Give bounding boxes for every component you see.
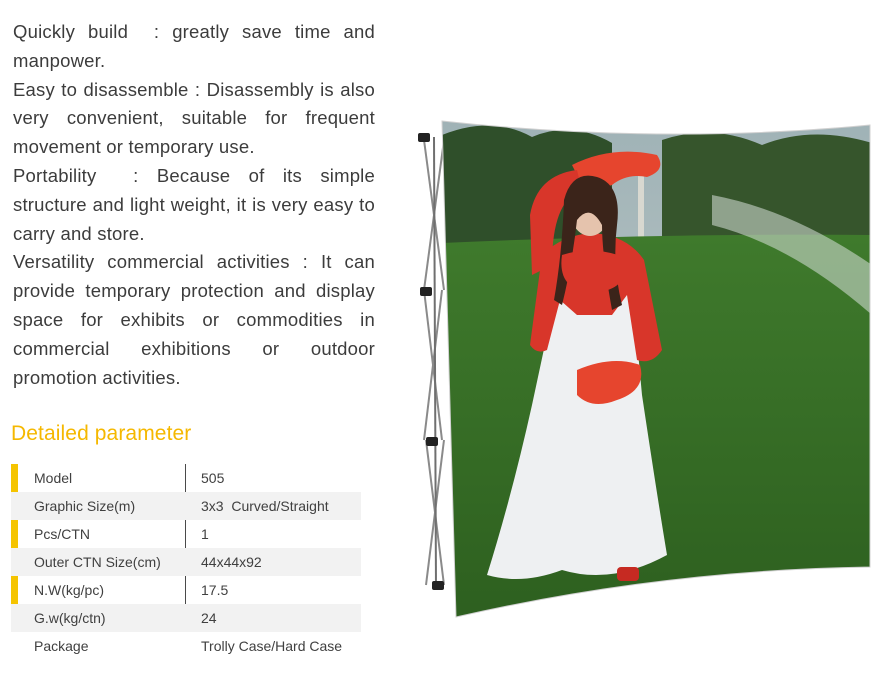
feature-list: [13, 18, 375, 392]
param-label: Pcs/CTN: [34, 526, 90, 542]
table-row: [11, 492, 361, 520]
feature-term: Quickly build: [13, 21, 129, 42]
parameter-table: [11, 464, 361, 660]
param-value: 44x44x92: [201, 554, 262, 570]
param-value: 3x3 Curved/Straight: [201, 498, 329, 514]
table-row: [11, 576, 361, 604]
feature-desc: It can provide temporary protection and display space for exhibits or commodities in commercial exhibitions or outdoor promotion activities.: [13, 251, 375, 388]
feature-desc: greatly save time and manpower.: [13, 21, 375, 71]
table-row: [11, 632, 361, 660]
param-label: Package: [34, 638, 89, 654]
feature-term: Easy to disassemble: [13, 78, 189, 100]
table-row: [11, 520, 361, 548]
frame-icon: [424, 137, 444, 590]
display-illustration: [412, 115, 877, 625]
feature-desc: Disassembly is also very convenient, suitable for frequent movement or temporary use.: [13, 78, 375, 158]
param-label: G.w(kg/ctn): [34, 610, 106, 626]
feature-term: Portability: [13, 164, 97, 186]
param-value: 17.5: [201, 582, 229, 598]
table-row: [11, 604, 361, 632]
feature-desc: Because of its simple structure and light weight, it is very easy to carry and store.: [13, 164, 375, 244]
table-row: [11, 464, 361, 492]
table-row: [11, 548, 361, 576]
feature-term: Versatility commercial activities: [13, 251, 290, 273]
param-label: Model: [34, 470, 73, 486]
feature-quick-build: Quickly build : greatly save time and manpower.: [13, 21, 375, 71]
feature-easy-disassemble: Easy to disassemble : Disassembly is also very convenient, suitable for frequent movement or temporary use.: [13, 78, 375, 158]
param-label: Graphic Size(m): [34, 498, 136, 514]
param-value: 1: [201, 526, 209, 542]
parameter-heading: Detailed parameter: [11, 422, 192, 445]
frame-connector-icon: [418, 133, 444, 590]
param-label: N.W(kg/pc): [34, 582, 104, 598]
param-value: 24: [201, 610, 217, 626]
feature-portability: Portability : Because of its simple structure and light weight, it is very easy to carry and store.: [13, 164, 375, 244]
param-value: Trolly Case/Hard Case: [201, 638, 343, 654]
feature-versatility: Versatility commercial activities : It can provide temporary protection and display space for exhibits or commodities in commercial exhibitions or outdoor promotion activities.: [13, 251, 375, 388]
param-label: Outer CTN Size(cm): [34, 554, 161, 570]
product-image: [412, 115, 877, 625]
param-value: 505: [201, 470, 225, 486]
